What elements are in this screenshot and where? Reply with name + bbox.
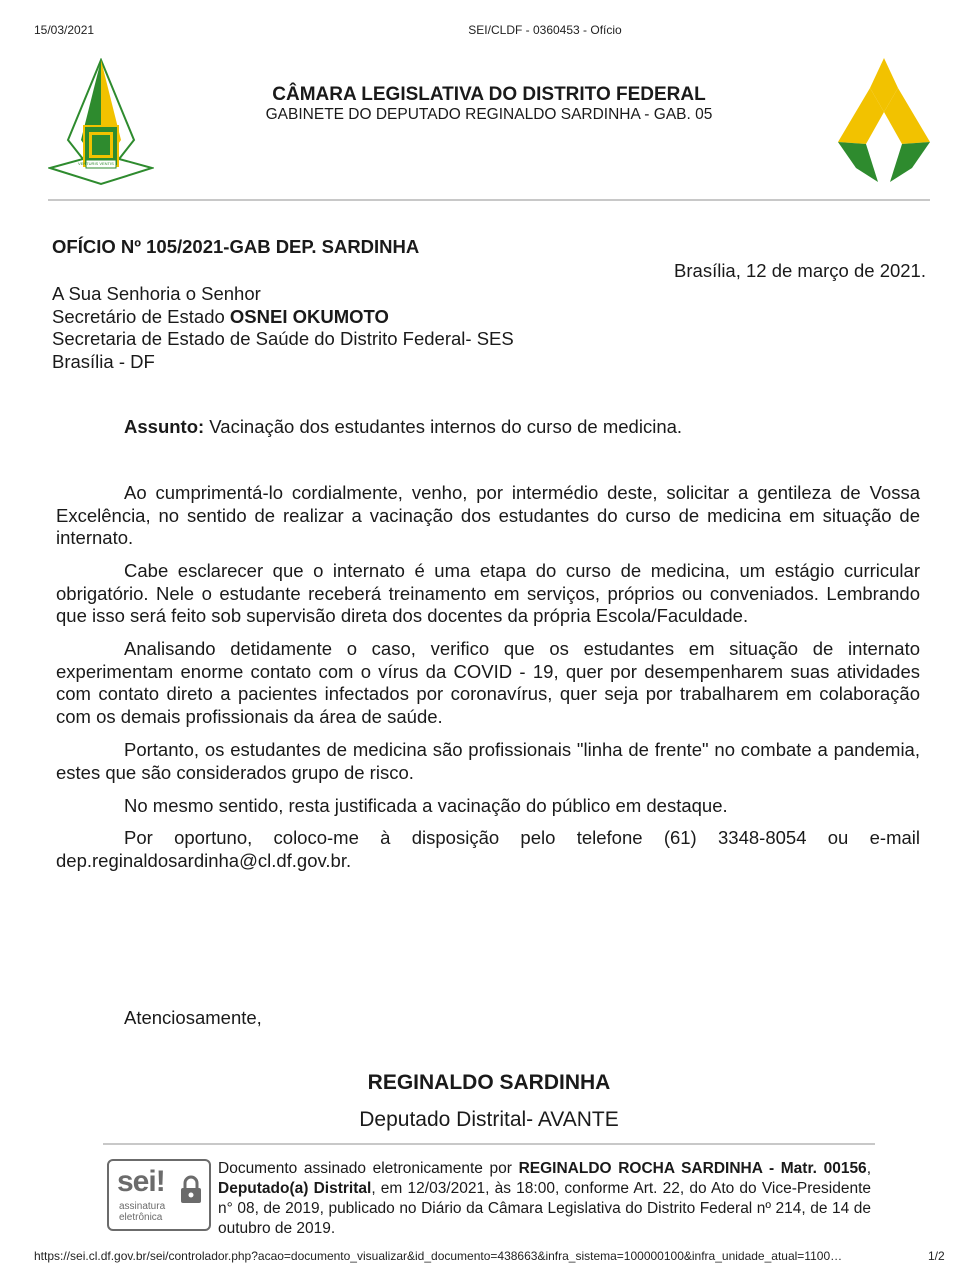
sei-signature-seal [107,1159,211,1231]
esig-sep: , [866,1160,871,1177]
paragraph-4: Portanto, os estudantes de medicina são profissionais "linha de frente" no combate a pandemia, estes que são considerados grupo de risco. [56,739,920,783]
recipient-line-2 [52,306,514,329]
print-date: 15/03/2021 [34,23,95,37]
paragraph-3: Analisando detidamente o caso, verifico que os estudantes em situação de internato experimentam enorme contato com o vírus da COVID - 19, quer por desempenharem suas atividades com contato direto a pacientes infectados por coronavírus, quer seja por trabalharem em colaboração com os demais profissionais da área de saúde. [56,638,920,727]
seal-caption [119,1201,165,1223]
emblem-motto: VENTURIS VENTIS [78,161,114,166]
esig-part-1: Documento assinado eletronicamente por [218,1160,519,1177]
paragraph-2: Cabe esclarecer que o internato é uma etapa do curso de medicina, um estágio curricular obrigatório. Nele o estudante receberá treinamento em serviços, próprios ou conveniados. Lembrando que isso será feito sob supervisão direta dos docentes da própria Escola/Faculdade. [56,560,920,626]
signer-name: REGINALDO SARDINHA [367,1071,611,1094]
recipient-block [52,283,514,373]
subject-text: Vacinação dos estudantes internos do curso de medicina. [204,416,683,437]
recipient-line-4: Brasília - DF [52,350,155,372]
e-signature-text [218,1159,871,1239]
letterhead-title: CÂMARA LEGISLATIVA DO DISTRITO FEDERAL [272,84,706,105]
closing: Atenciosamente, [124,1007,262,1028]
signer-role: Deputado Distrital- AVANTE [359,1108,619,1131]
recipient-title: Secretário de Estado [52,305,230,327]
recipient-line-3: Secretaria de Estado de Saúde do Distrito Federal- SES [52,328,514,349]
esig-role: Deputado(a) Distrital [218,1180,372,1197]
recipient-name: OSNEI OKUMOTO [229,305,389,327]
subject-label: Assunto: [124,416,205,437]
office-number: OFÍCIO Nº 105/2021-GAB DEP. SARDINHA [52,236,420,257]
print-url: https://sei.cl.df.gov.br/sei/controlador.php?acao=documento_visualizar&id_documento=438663&infra_sistema=100000100&infra_unidade_atual=1100… [34,1249,843,1263]
lock-icon [179,1175,203,1210]
paragraph-6: Por oportuno, coloco-me à disposição pelo telefone (61) 3348-8054 ou e-mail dep.reginaldosardinha@cl.df.gov.br. [56,827,920,871]
recipient-line-1: A Sua Senhoria o Senhor [52,283,261,304]
seal-logo-text: sei! [117,1165,165,1198]
seal-caption-1: assinatura [119,1201,166,1212]
print-doc-ref: SEI/CLDF - 0360453 - Ofício [468,23,622,37]
paragraph-1: Ao cumprimentá-lo cordialmente, venho, por intermédio deste, solicitar a gentileza de Vossa Excelência, no sentido de realizar a vacinação dos estudantes do curso de medicina em situação de internato. [56,482,920,548]
esig-part-5: , em 12/03/2021, às 18:00, conforme Art. 22, do Ato do Vice-Presidente n° 08, de 2019, publicado no Diário da Câmara Legislativa do Distrito Federal nº 214, de 14 de outubro de 2019. [218,1180,871,1237]
subject-line [124,416,682,439]
date-line: Brasília, 12 de março de 2021. [674,260,926,281]
seal-caption-2: eletrônica [119,1212,163,1223]
paragraph-5: No mesmo sentido, resta justificada a vacinação do público em destaque. [124,795,728,816]
signature-divider [103,1143,875,1145]
esig-signer: REGINALDO ROCHA SARDINHA - Matr. 00156 [518,1160,867,1177]
print-page-number: 1/2 [928,1249,945,1263]
header-divider [48,199,930,201]
letterhead-subtitle: GABINETE DO DEPUTADO REGINALDO SARDINHA - GAB. 05 [265,106,713,123]
